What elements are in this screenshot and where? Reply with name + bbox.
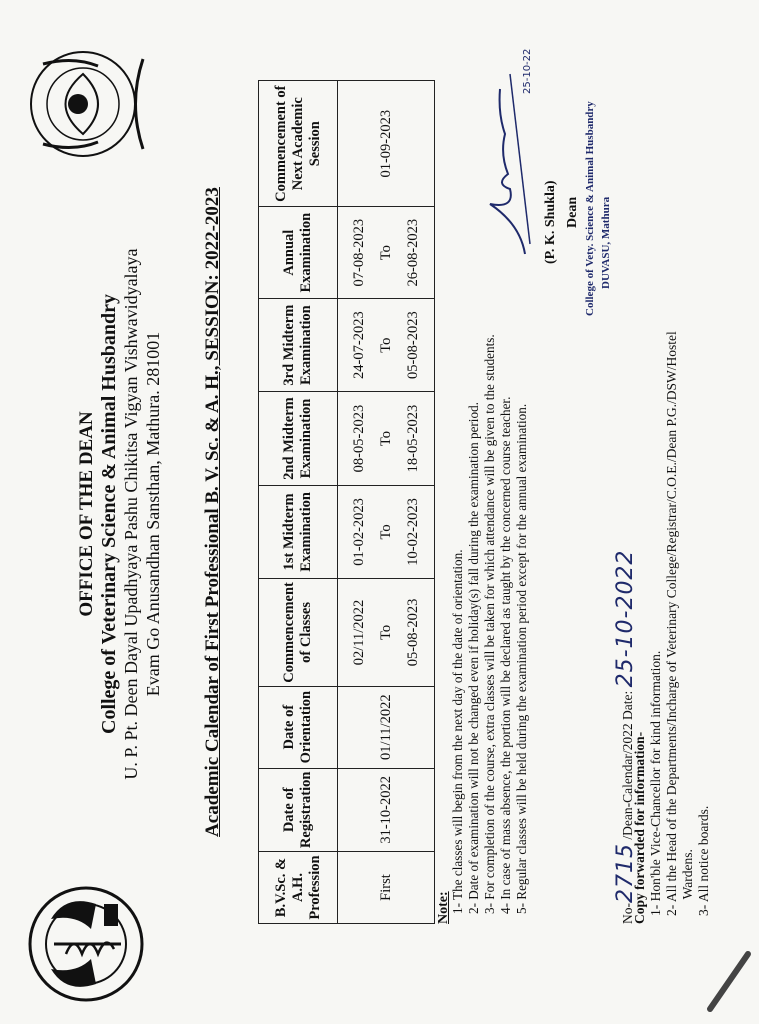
university-name: U. P. Pt. Deen Dayal Upadhyaya Pashu Chikitsa Vigyan Vishwavidyalaya	[121, 248, 141, 780]
mid1-to: 10-02-2023	[404, 498, 421, 566]
office-heading: OFFICE OF THE DEAN	[76, 411, 97, 617]
list-item: 1- The classes will begin from the next day of the date of orientation.	[450, 549, 465, 914]
ref-prefix: No-	[620, 903, 635, 924]
stamp-line-2: DUVASU, Mathura	[600, 196, 612, 289]
cell-mid1	[338, 485, 435, 578]
signature-icon	[470, 64, 540, 264]
academic-calendar-table	[258, 80, 435, 924]
cell-registration: 31-10-2022	[338, 768, 435, 852]
annual-from: 07-08-2023	[350, 218, 367, 287]
table-header-row	[259, 81, 338, 924]
sansthan-address: Evam Go Anusandhan Sansthan, Mathura. 281001	[143, 331, 163, 697]
list-item: Wardens.	[680, 849, 695, 916]
signer-designation: Dean	[565, 196, 580, 228]
calendar-title: Academic Calendar of First Professional B. V. Sc. & A. H., SESSION: 2022-2023	[202, 187, 223, 837]
college-name: College of Veterinary Science & Animal Husbandry	[98, 294, 120, 734]
note-list	[450, 334, 530, 914]
header-next-session: Commencement of Next Academic Session	[259, 81, 338, 207]
header-profession: B.V.Sc. & A.H. Profession	[259, 852, 338, 924]
mid3-to-label: To	[377, 337, 394, 353]
header-annual: Annual Examination	[259, 207, 338, 299]
list-item: 3- For completion of the course, extra classes will be taken for which attendance will be given to the students.	[482, 334, 497, 914]
copy-heading: Copy forwarded for information-	[632, 731, 647, 924]
annual-to: 26-08-2023	[404, 218, 421, 287]
list-item: 1- Hon'ble Vice-Chancellor for kind information.	[648, 650, 663, 916]
university-logo-icon	[18, 44, 158, 164]
signature-date: 25-10-22	[522, 48, 533, 94]
ref-middle: /Dean-Calendar/2022 Date:	[620, 687, 635, 843]
header-orientation: Date of Orientation	[259, 686, 338, 768]
stamp-line-1: College of Vety. Science & Animal Husbandry	[584, 101, 596, 316]
header-mid3: 3rd Midterm Examination	[259, 298, 338, 391]
table-row	[338, 81, 435, 924]
mid2-from: 08-05-2023	[350, 404, 367, 473]
cell-mid2	[338, 392, 435, 485]
mid2-to-label: To	[377, 430, 394, 447]
header-mid2: 2nd Midterm Examination	[259, 392, 338, 485]
cell-annual	[338, 207, 435, 299]
mid2-to: 18-05-2023	[404, 404, 421, 473]
classes-to: 05-08-2023	[404, 598, 421, 667]
mid3-to: 05-08-2023	[404, 311, 421, 379]
mid1-from: 01-02-2023	[350, 498, 367, 566]
cell-mid3	[338, 298, 435, 391]
ref-number-handwritten: 2715	[613, 843, 638, 903]
header-classes: Commencement of Classes	[259, 579, 338, 687]
header-registration: Date of Registration	[259, 768, 338, 852]
paper-clip-icon	[700, 944, 755, 1014]
note-heading: Note:	[436, 891, 451, 924]
annual-to-label: To	[377, 245, 394, 261]
mid1-to-label: To	[377, 524, 394, 540]
cell-classes	[338, 579, 435, 687]
cell-orientation: 01/11/2022	[338, 686, 435, 768]
list-item: 2- All the Head of the Departments/Incharge of Veterinary College/Registrar/C.O.E./Dean P.G./DSW/Hostel	[664, 331, 679, 916]
classes-to-label: To	[377, 624, 394, 640]
list-item: 2- Date of examination will not be changed even if holiday(s) fall during the examination period.	[466, 402, 481, 914]
copy-list	[648, 331, 712, 916]
list-item: 4- In case of mass absence, the portion will be declared as taught by the concerned course teacher.	[498, 396, 513, 914]
college-logo-icon	[26, 884, 146, 1004]
list-item: 5- Regular classes will be held during the examination period except for the annual examination.	[514, 403, 529, 914]
cell-profession: First	[338, 852, 435, 924]
cell-next-session: 01-09-2023	[338, 81, 435, 207]
classes-from: 02/11/2022	[350, 599, 367, 666]
ref-date-handwritten: 25-10-2022	[613, 549, 638, 688]
mid3-from: 24-07-2023	[350, 311, 367, 379]
signer-name: (P. K. Shukla)	[543, 180, 558, 264]
header-mid1: 1st Midterm Examination	[259, 485, 338, 578]
list-item: 3- All notice boards.	[696, 805, 711, 916]
